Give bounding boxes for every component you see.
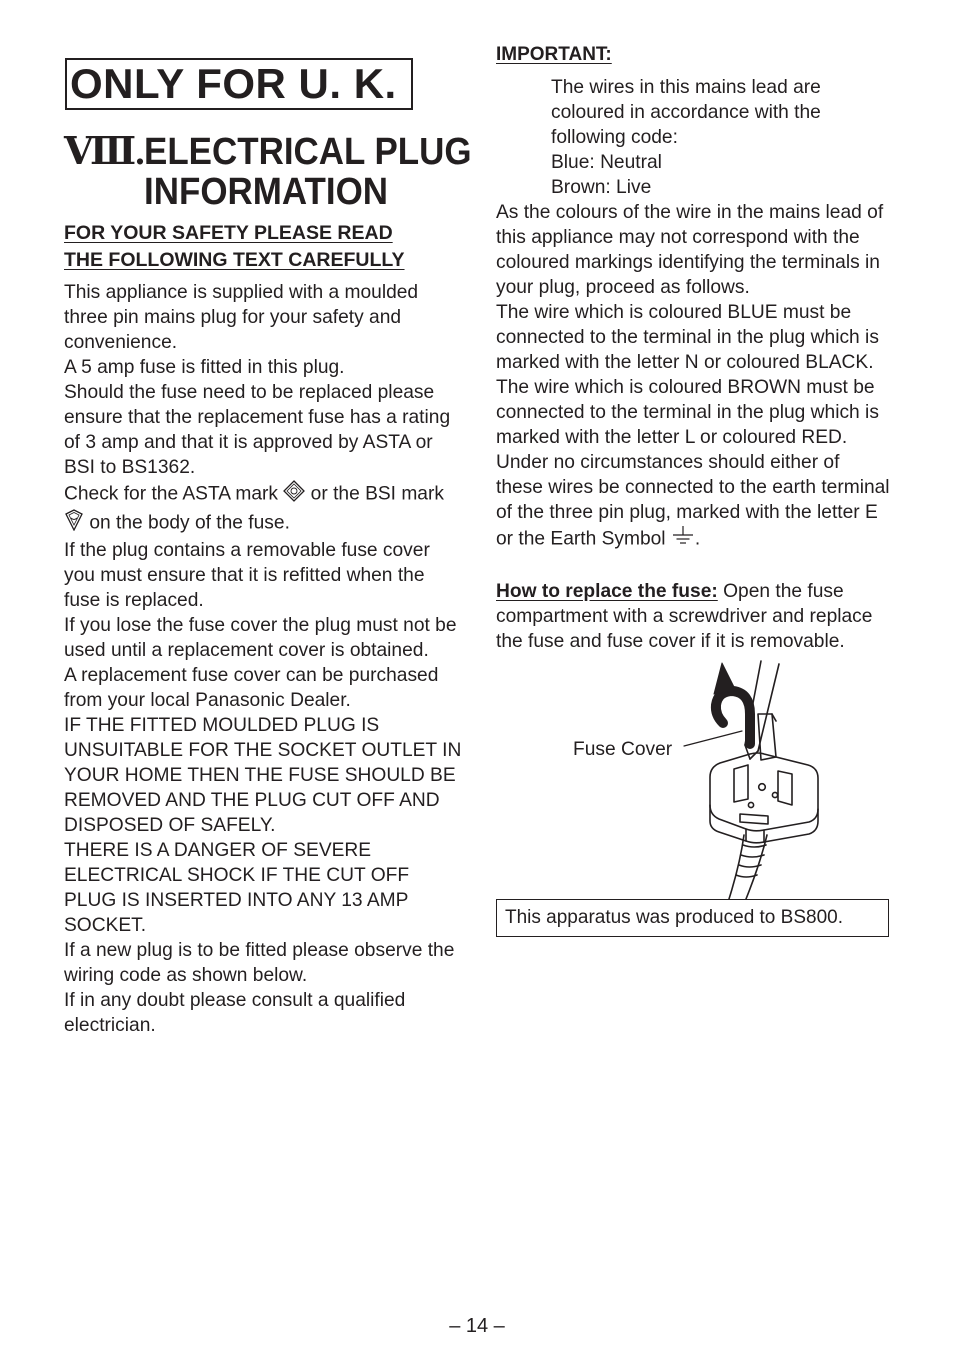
bsi-kitemark-icon xyxy=(64,509,84,538)
plug-figure xyxy=(496,659,891,899)
paragraph: If the plug contains a removable fuse cover you must ensure that it is refitted when the fuse is replaced. xyxy=(64,540,430,611)
paragraph: If in any doubt please consult a qualified electrician. xyxy=(64,990,406,1036)
paragraph: As the colours of the wire in the mains lead of this appliance may not correspond with the coloured markings identifying the terminals in your plug, proceed as follows. xyxy=(496,202,884,298)
important-label: IMPORTANT: xyxy=(496,44,612,65)
only-uk-banner: ONLY FOR U. K. xyxy=(65,58,413,110)
asta-mark-icon xyxy=(283,480,305,509)
left-body-text xyxy=(64,280,464,1038)
spacer xyxy=(496,554,891,579)
wiring-code-intro: The wires in this mains lead are coloured in accordance with the following code: xyxy=(551,77,821,148)
right-column xyxy=(496,42,891,937)
how-to-replace-text: Open the fuse compartment with a screwdriver and replace the fuse and fuse cover if it is removable. xyxy=(496,581,873,652)
fuse-replacement-instructions xyxy=(496,579,891,654)
paragraph: IF THE FITTED MOULDED PLUG IS UNSUITABLE FOR THE SOCKET OUTLET IN YOUR HOME THEN THE FUSE SHOULD BE REMOVED AND THE PLUG CUT OFF AND DISPOSED OF SAFELY. xyxy=(64,715,462,836)
wiring-code-blue: Blue: Neutral xyxy=(551,152,662,173)
paragraph: The wire which is coloured BLUE must be connected to the terminal in the plug which is marked with the letter N or coloured BLACK. xyxy=(496,302,879,373)
earth-symbol-icon xyxy=(671,525,695,554)
section-title xyxy=(144,132,472,212)
safety-heading-line2: THE FOLLOWING TEXT CAREFULLY xyxy=(64,249,405,271)
bsi-text: or the BSI mark xyxy=(310,483,444,505)
earth-text: Under no circumstances should either of these wires be connected to the earth terminal of the three pin plug, marked with the letter E or the Earth Symbol xyxy=(496,452,890,550)
safety-heading xyxy=(64,220,464,274)
paragraph: If a new plug is to be fitted please observe the wiring code as shown below. xyxy=(64,940,455,986)
wiring-code-brown: Brown: Live xyxy=(551,177,652,198)
how-to-replace-label: How to replace the fuse: xyxy=(496,581,718,602)
paragraph: This appliance is supplied with a moulded three pin mains plug for your safety and convenience. xyxy=(64,282,419,353)
paragraph: A 5 amp fuse is fitted in this plug. xyxy=(64,357,345,378)
safety-heading-line1: FOR YOUR SAFETY PLEASE READ xyxy=(64,222,393,244)
section-title-line1: ELECTRICAL PLUG xyxy=(143,131,472,173)
fuse-cover-label: Fuse Cover xyxy=(573,739,673,760)
section-title-line2: INFORMATION xyxy=(143,171,388,213)
section-number: Ⅷ. xyxy=(64,131,144,173)
bs800-note: This apparatus was produced to BS800. xyxy=(496,899,889,937)
paragraph: THERE IS A DANGER OF SEVERE ELECTRICAL SHOCK IF THE CUT OFF PLUG IS INSERTED INTO ANY 13 AMP SOCKET. xyxy=(64,840,410,936)
paragraph-marks xyxy=(64,480,464,538)
section-heading xyxy=(64,131,472,213)
paragraph: A replacement fuse cover can be purchased from your local Panasonic Dealer. xyxy=(64,665,439,711)
page-number: – 14 – xyxy=(449,1315,505,1337)
paragraph: The wire which is coloured BROWN must be connected to the terminal in the plug which is marked with the letter L or coloured RED. xyxy=(496,377,879,448)
paragraph: If you lose the fuse cover the plug must not be used until a replacement cover is obtained. xyxy=(64,615,457,661)
wiring-code-block xyxy=(496,75,891,200)
left-column xyxy=(64,58,472,1038)
earth-text-end: . xyxy=(694,528,701,550)
fuse-body-text: on the body of the fuse. xyxy=(89,512,290,534)
paragraph-earth xyxy=(496,450,891,554)
right-body-text xyxy=(496,75,891,654)
plug-illustration xyxy=(496,659,891,899)
paragraph: Should the fuse need to be replaced please ensure that the replacement fuse has a rating of 3 amp and that it is approved by ASTA or BSI to BS1362. xyxy=(64,382,451,478)
asta-text: Check for the ASTA mark xyxy=(64,483,278,505)
